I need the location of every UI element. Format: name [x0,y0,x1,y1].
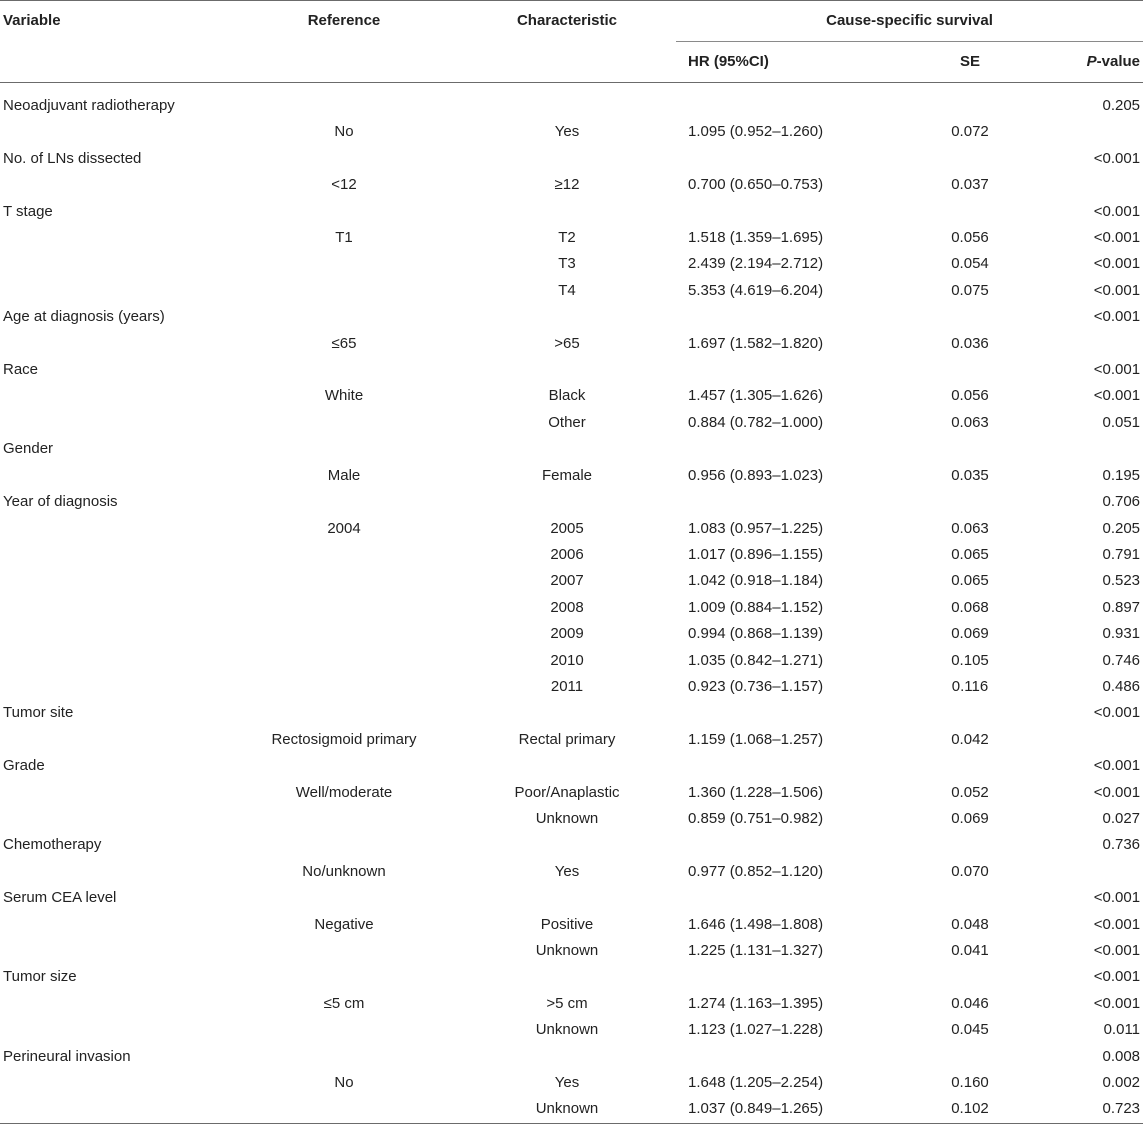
cell-reference: No [334,123,354,141]
cell-reference: ≤65 [331,334,357,352]
table-row [0,674,1143,700]
cell-hr [676,489,904,515]
cell-hr: 1.095 (0.952–1.260) [688,123,824,141]
cell-p-value: <0.001 [1093,968,1141,986]
table-row [0,1017,1143,1043]
cell-reference [230,964,458,990]
cell-characteristic: Unknown [535,1100,599,1118]
table-row [0,912,1143,938]
cell-variable [0,172,230,198]
cell-reference [230,674,458,700]
header-p-suffix: -value [1096,53,1141,70]
cell-reference [230,489,458,515]
table-row [0,436,1143,462]
cell-p-value [1036,727,1143,753]
cell-p-value: 0.205 [1102,97,1141,114]
cell-p-value: <0.001 [1093,255,1141,273]
cell-hr: 0.977 (0.852–1.120) [688,862,824,880]
cell-reference [230,1096,458,1123]
table-row [0,357,1143,383]
cell-variable [0,912,230,938]
cell-p-value: 0.523 [1102,572,1141,590]
cell-variable: Chemotherapy [3,836,102,854]
cell-se: 0.065 [951,572,989,590]
cell-variable [0,516,230,542]
cell-p-value: 0.195 [1102,466,1141,484]
cell-reference [230,595,458,621]
cell-se [904,146,1036,172]
cell-se: 0.054 [951,255,989,273]
cell-variable [0,648,230,674]
table-row [0,859,1143,885]
cell-characteristic: 2011 [550,677,584,695]
cell-hr [676,753,904,779]
table-row [0,568,1143,594]
cell-se: 0.035 [951,466,989,484]
cell-variable [0,119,230,145]
cell-characteristic: Unknown [535,1021,599,1039]
cell-characteristic [458,146,676,172]
header-hr: HR (95%CI) [688,53,769,70]
cell-se: 0.068 [951,598,989,616]
cell-characteristic: T4 [558,281,576,299]
table-row [0,621,1143,647]
cell-p-value: <0.001 [1093,942,1141,959]
table-row [0,225,1143,251]
cell-characteristic: Unknown [535,942,599,959]
cell-hr [676,304,904,330]
cell-characteristic [458,83,676,120]
cell-variable [0,595,230,621]
cell-p-value [1036,436,1143,462]
cell-se: 0.036 [951,334,989,352]
cell-characteristic: T2 [558,229,576,247]
cell-reference [230,278,458,304]
cell-variable: Year of diagnosis [3,493,118,511]
cell-reference [230,199,458,225]
header-reference: Reference [307,12,381,30]
cell-se [904,357,1036,383]
cell-characteristic [458,489,676,515]
cell-reference [230,621,458,647]
cell-reference: White [324,387,364,405]
table-row [0,1044,1143,1070]
cell-se [904,199,1036,225]
cell-reference [230,568,458,594]
cell-p-value: <0.001 [1093,149,1141,167]
cell-reference [230,1044,458,1070]
cell-hr [676,436,904,462]
cell-p-value: 0.002 [1102,1074,1141,1092]
cell-se: 0.052 [951,783,989,801]
cell-p-value: 0.897 [1102,598,1141,616]
header-p-letter: P [1086,53,1097,70]
cell-hr: 1.457 (1.305–1.626) [688,387,824,405]
cell-reference: 2004 [327,519,361,537]
cell-se: 0.046 [951,994,989,1012]
cell-hr: 0.859 (0.751–0.982) [688,809,824,827]
cell-variable [0,463,230,489]
table-row [0,146,1143,172]
header-characteristic: Characteristic [516,12,618,30]
cell-hr [676,964,904,990]
cell-variable [0,278,230,304]
cell-hr [676,885,904,911]
cell-hr: 1.225 (1.131–1.327) [688,942,824,959]
table-row [0,172,1143,198]
table-row [0,1070,1143,1096]
table-row [0,806,1143,832]
cell-characteristic: 2005 [550,519,584,537]
cell-p-value: 0.736 [1102,836,1141,854]
cell-characteristic [458,199,676,225]
cell-se: 0.042 [951,730,989,748]
table-row [0,331,1143,357]
cell-p-value: <0.001 [1093,308,1141,326]
cell-characteristic: Poor/Anaplastic [514,783,620,801]
cell-hr [676,832,904,858]
cell-reference: T1 [335,229,353,247]
table-row [0,542,1143,568]
cell-reference [230,357,458,383]
cell-variable: Race [3,361,39,379]
cell-characteristic [458,885,676,911]
cell-characteristic: Yes [554,123,580,141]
header-se: SE [959,53,980,70]
cell-se: 0.041 [951,942,989,959]
cell-hr: 1.037 (0.849–1.265) [688,1100,824,1118]
cell-reference: ≤5 cm [323,994,365,1012]
table-row [0,964,1143,990]
cell-se [904,964,1036,990]
cell-se: 0.045 [951,1021,989,1039]
cell-characteristic [458,436,676,462]
cell-characteristic: Positive [540,915,594,933]
cell-reference: No/unknown [302,862,386,880]
cell-variable [0,806,230,832]
table-row [0,753,1143,779]
table-body [0,83,1143,1124]
cell-p-value: 0.011 [1103,1021,1141,1039]
cell-reference [230,832,458,858]
cell-characteristic: Black [548,387,586,405]
cell-se: 0.056 [951,387,989,405]
table-row [0,199,1143,225]
table-row [0,119,1143,145]
cell-se: 0.160 [951,1074,989,1092]
cell-characteristic: >5 cm [546,994,588,1012]
cell-p-value: <0.001 [1093,361,1141,379]
cell-reference [230,700,458,726]
cell-variable: Tumor site [3,704,74,722]
cell-p-value: 0.791 [1102,545,1141,563]
cell-variable: Age at diagnosis (years) [3,308,165,326]
cell-p-value: <0.001 [1093,281,1141,299]
cell-se [904,83,1036,120]
cell-se [904,436,1036,462]
cell-p-value: 0.027 [1102,809,1141,827]
cell-characteristic: Unknown [535,809,599,827]
cell-se: 0.116 [951,677,989,695]
cell-se: 0.102 [951,1100,989,1118]
header-blank [230,42,458,83]
cell-hr [676,1044,904,1070]
cell-reference [230,436,458,462]
cell-variable: Tumor size [3,968,77,986]
cell-characteristic: Female [541,466,593,484]
cell-se [904,753,1036,779]
cell-reference [230,542,458,568]
cell-variable [0,727,230,753]
table-row [0,648,1143,674]
table-row [0,383,1143,409]
table-row [0,516,1143,542]
cell-variable [0,859,230,885]
table-row [0,885,1143,911]
cell-p-value: 0.008 [1102,1047,1141,1065]
cell-p-value: <0.001 [1093,387,1141,405]
cell-characteristic [458,357,676,383]
cell-characteristic: >65 [554,334,580,352]
cell-characteristic: 2008 [550,598,584,616]
cell-se: 0.069 [951,809,989,827]
cell-hr: 0.923 (0.736–1.157) [688,677,824,695]
cell-variable [0,1070,230,1096]
header-variable: Variable [3,12,61,30]
cell-characteristic [458,1044,676,1070]
cell-hr [676,199,904,225]
cell-hr: 1.159 (1.068–1.257) [688,730,824,748]
cell-se [904,1044,1036,1070]
table-row [0,410,1143,436]
cell-reference [230,753,458,779]
cell-p-value: 0.486 [1102,677,1141,695]
cell-p-value: <0.001 [1093,202,1141,220]
cell-hr [676,83,904,120]
cell-se: 0.063 [951,519,989,537]
cell-p-value: <0.001 [1093,915,1141,933]
cell-p-value: 0.723 [1102,1100,1141,1118]
cell-hr: 5.353 (4.619–6.204) [688,281,824,299]
cell-variable [0,1096,230,1123]
cell-variable [0,621,230,647]
cell-variable [0,410,230,436]
cell-reference: Rectosigmoid primary [271,730,417,748]
cell-characteristic: Yes [554,1074,580,1092]
table-row [0,1096,1143,1123]
cell-variable: Gender [3,440,54,458]
cell-characteristic: Rectal primary [518,730,616,748]
cell-characteristic [458,700,676,726]
cell-reference [230,885,458,911]
header-blank [458,42,676,83]
cell-hr: 0.994 (0.868–1.139) [688,625,824,643]
cell-p-value: <0.001 [1093,889,1141,907]
table-row [0,489,1143,515]
cell-hr: 1.518 (1.359–1.695) [688,229,824,247]
header-cause-specific-survival: Cause-specific survival [676,1,1143,42]
cell-reference [230,806,458,832]
cell-p-value [1036,172,1143,198]
table-row [0,727,1143,753]
cell-characteristic: 2010 [550,651,584,669]
cell-characteristic: T3 [558,255,576,273]
cell-p-value: <0.001 [1093,783,1141,801]
cell-reference: No [334,1074,354,1092]
cell-characteristic: 2007 [550,572,584,590]
table-row [0,251,1143,277]
cell-characteristic: 2006 [550,545,584,563]
cell-se [904,304,1036,330]
cell-se [904,489,1036,515]
cell-hr: 2.439 (2.194–2.712) [688,255,824,273]
cell-hr [676,357,904,383]
cell-reference: Male [327,466,361,484]
cell-variable [0,1017,230,1043]
cell-reference [230,1017,458,1043]
cell-p-value: 0.051 [1102,413,1141,431]
cell-hr: 1.697 (1.582–1.820) [688,334,824,352]
cell-hr: 1.017 (0.896–1.155) [688,545,824,563]
cell-variable [0,938,230,964]
cell-characteristic: Yes [554,862,580,880]
cell-variable: No. of LNs dissected [3,149,142,167]
cell-characteristic [458,304,676,330]
cell-variable: Grade [3,757,45,775]
cell-hr: 1.035 (0.842–1.271) [688,651,824,669]
cell-variable: Serum CEA level [3,889,117,907]
cell-p-value: <0.001 [1093,757,1141,775]
cell-reference: <12 [331,176,357,194]
cell-variable: Perineural invasion [3,1047,131,1065]
cell-variable [0,991,230,1017]
cell-variable [0,542,230,568]
cell-se: 0.037 [951,176,989,194]
cell-se: 0.048 [951,915,989,933]
cell-characteristic [458,832,676,858]
cell-se: 0.056 [951,229,989,247]
cell-p-value: <0.001 [1093,704,1141,722]
cell-se: 0.065 [951,545,989,563]
cell-p-value: <0.001 [1093,229,1141,247]
table-row [0,83,1143,120]
cell-variable: Neoadjuvant radiotherapy [3,97,175,114]
cell-variable [0,251,230,277]
table-row [0,938,1143,964]
cell-hr: 0.956 (0.893–1.023) [688,466,824,484]
cell-se: 0.070 [951,862,989,880]
cell-reference [230,648,458,674]
cell-characteristic: 2009 [550,625,584,643]
cell-hr [676,700,904,726]
cell-hr: 1.360 (1.228–1.506) [688,783,824,801]
cell-p-value [1036,331,1143,357]
cell-reference: Well/moderate [295,783,393,801]
cell-se [904,885,1036,911]
cell-hr: 1.042 (0.918–1.184) [688,572,824,590]
cell-hr: 1.648 (1.205–2.254) [688,1074,824,1092]
cell-characteristic: Other [548,413,586,431]
cell-hr: 1.274 (1.163–1.395) [688,994,824,1012]
cell-p-value: <0.001 [1093,994,1141,1012]
table-row [0,991,1143,1017]
cell-hr: 0.700 (0.650–0.753) [688,176,824,194]
cell-p-value [1036,119,1143,145]
cell-p-value: 0.706 [1102,493,1141,511]
cell-se: 0.105 [951,651,989,669]
cell-hr: 1.009 (0.884–1.152) [688,598,824,616]
header-p-value [1036,42,1143,83]
cell-variable: T stage [3,202,53,220]
cell-reference: Negative [314,915,374,933]
table-row [0,832,1143,858]
cell-reference [230,304,458,330]
cell-hr [676,146,904,172]
cell-hr: 0.884 (0.782–1.000) [688,413,824,431]
cell-variable [0,780,230,806]
cell-variable [0,383,230,409]
cell-reference [230,146,458,172]
cell-reference [230,410,458,436]
cell-reference [230,83,458,120]
table-row [0,780,1143,806]
cell-hr: 1.083 (0.957–1.225) [688,519,824,537]
table-row [0,278,1143,304]
cell-se: 0.069 [951,625,989,643]
cell-hr: 1.123 (1.027–1.228) [688,1021,824,1039]
cell-characteristic [458,753,676,779]
cell-reference [230,938,458,964]
cell-p-value: 0.205 [1102,519,1141,537]
cell-variable [0,674,230,700]
cell-characteristic: ≥12 [554,176,580,194]
cell-reference [230,251,458,277]
cell-se: 0.075 [951,281,989,299]
cell-se: 0.063 [951,413,989,431]
cell-hr: 1.646 (1.498–1.808) [688,915,824,933]
cell-se [904,832,1036,858]
cell-p-value: 0.931 [1102,625,1141,643]
cell-characteristic [458,964,676,990]
cell-variable [0,568,230,594]
table-row [0,304,1143,330]
cell-p-value: 0.746 [1102,651,1141,669]
table-row [0,463,1143,489]
header-blank [0,42,230,83]
table-row [0,595,1143,621]
cell-se [904,700,1036,726]
table-row [0,700,1143,726]
cell-variable [0,225,230,251]
cell-variable [0,331,230,357]
cell-p-value [1036,859,1143,885]
cell-se: 0.072 [951,123,989,141]
